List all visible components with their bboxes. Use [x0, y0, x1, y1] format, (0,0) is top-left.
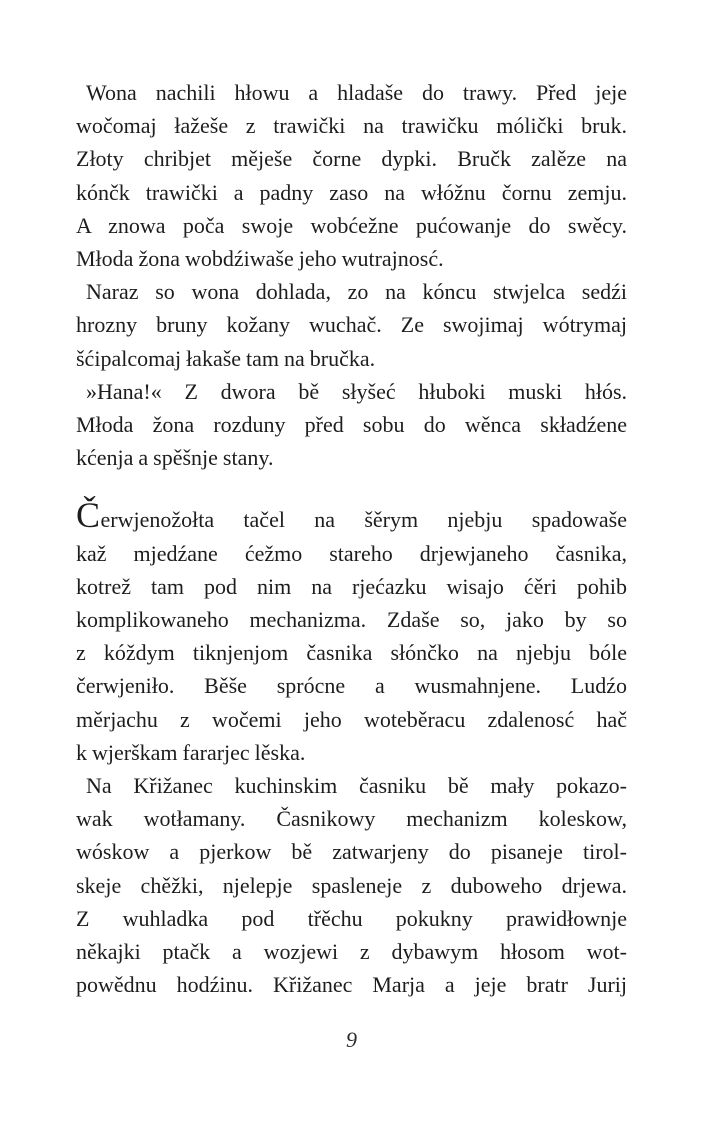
text-line: z kóždym tiknjenjom časnika słónčko na njebju bóle — [76, 640, 627, 666]
text-line: wak wotłamany. Časnikowy mechanizm koleskow, — [76, 806, 627, 832]
text-line: kotrež tam pod nim na rjećazku wisajo ćěri pohib — [76, 573, 627, 599]
text-line: kćenja a spěšnje stany. — [76, 445, 274, 471]
text-line: Złoty chribjet měješe čorne dypki. Bručk zalěze na — [76, 146, 627, 172]
text-line: kónčk trawički a padny zaso na włóžnu čornu zemju. — [76, 179, 627, 205]
page-number: 9 — [346, 1027, 357, 1052]
text-line: Z wuhladka pod třěchu pokukny prawidłownje — [76, 905, 627, 931]
paragraph — [76, 275, 627, 375]
text-line: šćipalcomaj łakaše tam na bručka. — [76, 345, 376, 371]
paragraph — [76, 495, 627, 769]
text-line: Młoda žona rozduny před sobu do wěnca składźene — [76, 412, 627, 438]
paragraph — [76, 375, 627, 475]
text-line: skeje chěžki, njelepje spasleneje z duboweho drjewa. — [76, 872, 627, 898]
paragraph — [76, 76, 627, 275]
text-block — [76, 76, 627, 1001]
text-line: Młoda žona wobdźiwaše jeho wutrajnosć. — [76, 246, 444, 272]
section-initial-letter: Č — [76, 495, 101, 536]
text-line: A znowa poča swoje wobćežne pućowanje do swěcy. — [76, 212, 627, 238]
text-line: čerwjeniło. Běše sprócne a wusmahnjene. Ludźo — [76, 673, 627, 699]
text-line: někajki ptačk a wozjewi z dybawym hłosom wot- — [76, 939, 627, 965]
text-line: kaž mjedźane ćežmo stareho drjewjaneho časnika, — [76, 540, 627, 566]
text-line: hrozny bruny kožany wuchač. Ze swojimaj wótrymaj — [76, 312, 627, 338]
text-line: Čerwjenožołta tačel na šěrym njebju spadowaše — [76, 495, 627, 536]
text-line: k wjerškam fararjec lěska. — [76, 739, 306, 765]
text-line: komplikowaneho mechanizma. Zdaše so, jako by so — [76, 607, 627, 633]
text-line: Na Křižanec kuchinskim časniku bě mały pokazo- — [86, 773, 627, 799]
text-line: powědnu hodźinu. Křižanec Marja a jeje bratr Jurij — [76, 972, 627, 998]
text-line: »Hana!« Z dwora bě słyšeć hłuboki muski hłós. — [86, 378, 627, 404]
text-line: Wona nachili hłowu a hladaše do trawy. Před jeje — [86, 80, 627, 105]
text-line: Naraz so wona dohlada, zo na kóncu stwjelca sedźi — [86, 279, 627, 305]
paragraph — [76, 769, 627, 1001]
text-line: wočomaj łažeše z trawički na trawičku mólički bruk. — [76, 113, 627, 139]
text-line: wóskow a pjerkow bě zatwarjeny do pisaneje tirol- — [76, 839, 627, 865]
text-line: měrjachu z wočemi jeho woteběracu zdalenosć hač — [76, 706, 627, 732]
